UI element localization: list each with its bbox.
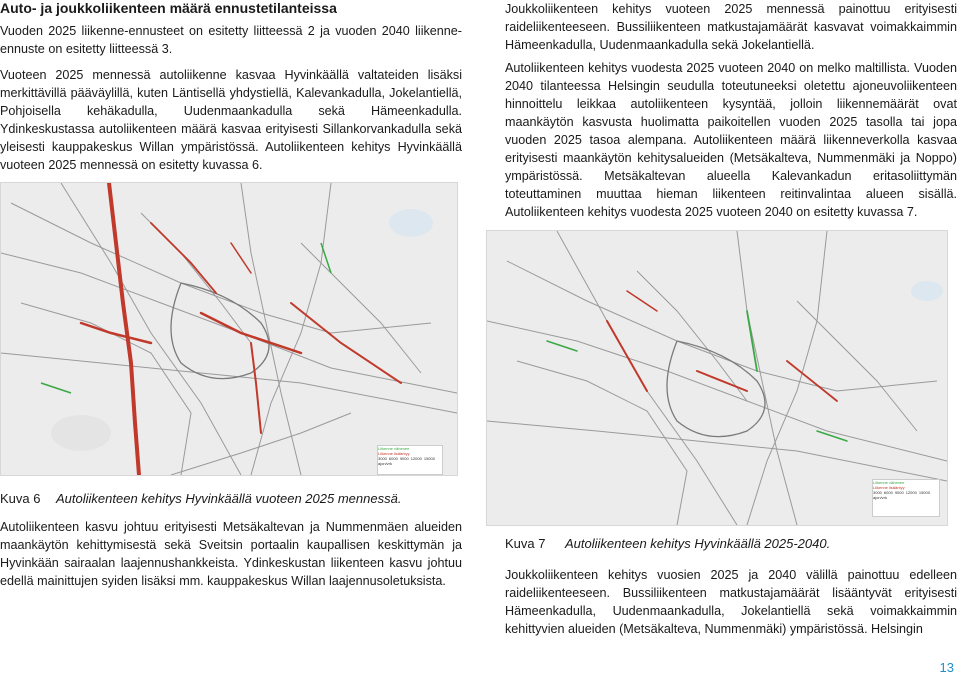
right-paragraph-3 (505, 566, 957, 638)
legend-scale-value: 3000 (873, 490, 882, 495)
right-paragraph-1 (505, 0, 957, 54)
legend-increase-label: Liikenne lisääntyy (378, 451, 410, 456)
left-paragraph-1-text: Vuoteen 2025 mennessä autoliikenne kasvaa Hyvinkäällä valtateiden lisäksi merkittävillä pääväylillä, kuten Läntisellä yhdystiellä, Kalevankadulla, Jokelantiellä, Pohjoisella kehäkadulla, Uudenmaankadulla sekä Hämeenkadulla. Ydinkeskustassa autoliikenteen määrä kasvaa erityisesti Sillankorvankadulla sekä yleisesti kauppakeskus Willan ympäristössä. Autoliikenteen kehitys Hyvinkäällä vuoteen 2025 mennessä on esitetty kuvassa 6. (0, 68, 462, 172)
legend-scale-value: 3000 (378, 456, 387, 461)
right-paragraph-2-text: Autoliikenteen kehitys vuodesta 2025 vuoteen 2040 on melko maltillista. Vuoden 2040 tilanteessa Helsingin seudulla toteutuneeksi oletettu ajoneuvoliikenteen hinnoittelu leikkaa autoliikenteen kysyntää, jolloin liikennemäärät ovat maankäytön kasvusta huolimatta paikoitellen vuoden 2025 tasolla tai jopa vuoden 2025 tasoa alempana. Autoliikenteen määrä liikenneverkolla kasvaa erityisesti maankäytön kehitysalueiden (Metsäkalteva, Nummenmäki ja Noppo) ympäristössä. Metsäkaltevan alueella Kalevankadun eritasoliittymän toteuttaminen muuttaa hieman liikenteen reitinvalintaa alueen sisällä. Autoliikenteen kehitys vuodesta 2025 vuoteen 2040 on esitetty kuvassa 7. (505, 61, 957, 219)
legend-unit: ajon/vrk (873, 495, 888, 500)
legend-scale-value: 6000 (388, 456, 398, 461)
right-paragraph-3-text: Joukkoliikenteen kehitys vuosien 2025 ja 2040 välillä painottuu edelleen raideliikenteeseen. Bussiliikenteen matkustajamäärät lisääntyvät erityisesti Hämeenkadulla, Uudenmaankadulla, Jokelantiellä sekä voimakkaimmin kehittyvien alueiden (Metsäkalteva, Nummenmäki) ympäristössä. Helsingin (505, 568, 957, 636)
traffic-map-2025 (0, 182, 458, 476)
left-paragraph-1 (0, 66, 462, 174)
page-number: 13 (939, 660, 954, 675)
caption-6-number: Kuva 6 (0, 491, 41, 506)
legend-scale-value: 9000 (894, 490, 904, 495)
right-paragraph-2 (505, 59, 957, 221)
legend-scale-value: 6000 (883, 490, 893, 495)
legend-decrease-label: Liikenne vähenee (873, 480, 905, 485)
intro-paragraph (0, 22, 462, 58)
legend-scale-value: 15000 (423, 456, 435, 461)
section-heading: Auto- ja joukkoliikenteen määrä ennustetilanteissa (0, 0, 337, 16)
figure-caption-7 (505, 536, 957, 552)
left-paragraph-2 (0, 518, 462, 590)
caption-7-number: Kuva 7 (505, 536, 546, 551)
legend-scale-value: 12000 (410, 456, 422, 461)
legend-increase-label: Liikenne lisääntyy (873, 485, 905, 490)
traffic-map-2025-2040 (486, 230, 948, 526)
caption-6-text: Autoliikenteen kehitys Hyvinkäällä vuoteen 2025 mennessä. (56, 491, 402, 506)
legend-scale-value: 9000 (399, 456, 409, 461)
map-legend-2025 (377, 445, 443, 475)
legend-scale-value: 12000 (905, 490, 917, 495)
figure-caption-6 (0, 491, 462, 507)
left-paragraph-2-text: Autoliikenteen kasvu johtuu erityisesti Metsäkaltevan ja Nummenmäen alueiden maankäytön kehittymisestä sekä Sveitsin portaalin kaupallisen keskittymän ja Hyvinkään sairaalan laajennushankkeista. Ydinkeskustan liikenteen kasvu johtuu edellä mainittujen syiden lisäksi mm. kauppakeskus Willan laajennusoletuksista. (0, 520, 462, 588)
right-paragraph-1-text: Joukkoliikenteen kehitys vuoteen 2025 mennessä painottuu erityisesti raideliikenteeseen. Bussiliikenteen matkustajamäärät kasvavat voimakkaimmin Hämeenkadulla, Uudenmaankadulla sekä Jokelantiellä. (505, 2, 957, 52)
map-legend-2040 (872, 479, 940, 517)
caption-7-text: Autoliikenteen kehitys Hyvinkäällä 2025-2040. (565, 536, 831, 551)
traffic-map-2025-graphic (1, 183, 457, 475)
intro-text: Vuoden 2025 liikenne-ennusteet on esitetty liitteessä 2 ja vuoden 2040 liikenne-ennuste on esitetty liitteessä 3. (0, 24, 462, 56)
legend-scale-value: 15000 (918, 490, 930, 495)
legend-decrease-label: Liikenne vähenee (378, 446, 410, 451)
legend-unit: ajon/vrk (378, 461, 393, 466)
